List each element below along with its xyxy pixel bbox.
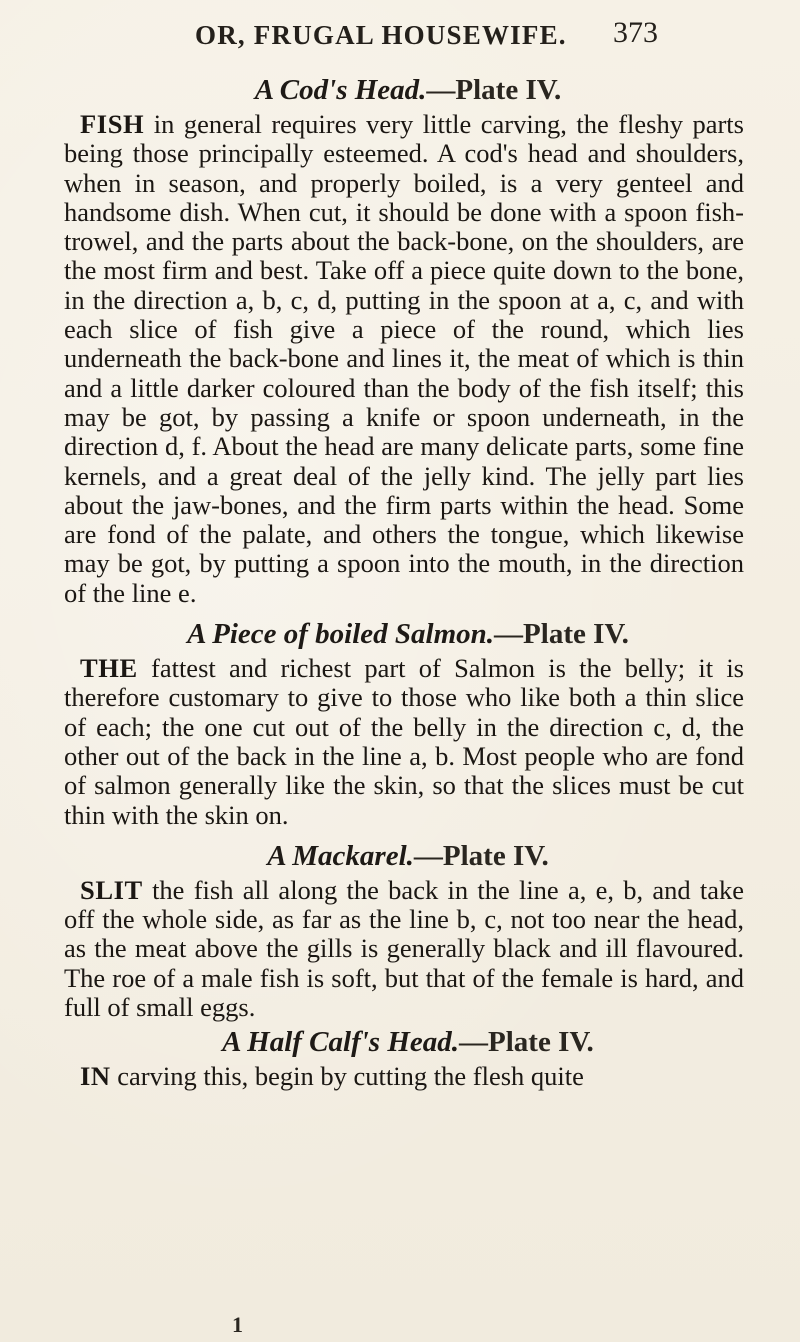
section-heading-salmon bbox=[64, 614, 744, 654]
paragraph-salmon bbox=[64, 654, 744, 830]
plate-reference: —Plate IV. bbox=[459, 1026, 594, 1059]
plate-reference: —Plate IV. bbox=[426, 74, 562, 106]
section-title: A Mackarel. bbox=[267, 839, 414, 872]
paragraph-mackarel bbox=[64, 876, 744, 1022]
paragraph-body: the fish all along the back in the line a, e, b, and take off the whole side, as far as the line b, c, not too near the head, as the meat above the gills is generally black and ill flavoured. The roe of a male fish is soft, but that of the female is hard, and full of small eggs. bbox=[64, 874, 744, 1023]
paragraph-body: carving this, begin by cutting the flesh quite bbox=[110, 1061, 584, 1092]
section-heading-mackarel bbox=[64, 836, 744, 876]
paragraph-first-word: FISH bbox=[80, 109, 145, 139]
body-text bbox=[64, 70, 744, 1092]
section-heading-calfs-head bbox=[64, 1022, 744, 1062]
paragraph-first-word: THE bbox=[80, 653, 138, 684]
signature-mark: 1 bbox=[232, 1312, 243, 1337]
section-title: A Piece of boiled Salmon. bbox=[187, 618, 495, 651]
paragraph-body: in general requires very little carving, the fleshy parts being those principally esteemed. A cod's head and shoulders, when in season, and properly boiled, is a very genteel and handsome dish. When cut, it should be done with a spoon fish-trowel, and the parts about the back-bone, on the shoulders, are the most firm and best. Take off a piece quite down to the bone, in the direction a, b, c, d, putting in the spoon at a, c, and with each slice of fish give a piece of the round, which lies underneath the back-bone and lines it, the meat of which is thin and a little darker coloured than the body of the fish itself; this may be got, by passing a knife or spoon underneath, in the direction d, f. About the head are many delicate parts, some fine kernels, and a great deal of the jelly kind. The jelly part lies about the jaw-bones, and the firm parts within the head. Some are fond of the palate, and others the tongue, which likewise may be got, by putting a spoon into the mouth, in the direction of the line e. bbox=[64, 109, 744, 608]
page-number: 373 bbox=[613, 16, 658, 49]
plate-reference: —Plate IV. bbox=[413, 839, 549, 872]
running-title: OR, FRUGAL HOUSEWIFE. bbox=[195, 20, 567, 50]
section-title: A Half Calf's Head. bbox=[222, 1026, 460, 1059]
paragraph-first-word: SLIT bbox=[80, 874, 143, 905]
running-head bbox=[0, 16, 800, 56]
section-title: A Cod's Head. bbox=[254, 74, 427, 106]
section-heading-cods-head bbox=[64, 70, 744, 110]
paragraph-body: fattest and richest part of Salmon is the belly; it is therefore customary to give to those who like both a thin slice of each; the one cut out of the belly in the direction c, d, the other out of the back in the line a, b. Most people who are fond of salmon generally like the skin, so that the slices must be cut thin with the skin on. bbox=[64, 653, 744, 830]
plate-reference: —Plate IV. bbox=[494, 618, 629, 651]
paragraph-cods-head bbox=[64, 110, 744, 608]
paragraph-first-word: IN bbox=[80, 1061, 111, 1092]
paragraph-calfs-head bbox=[64, 1062, 744, 1091]
